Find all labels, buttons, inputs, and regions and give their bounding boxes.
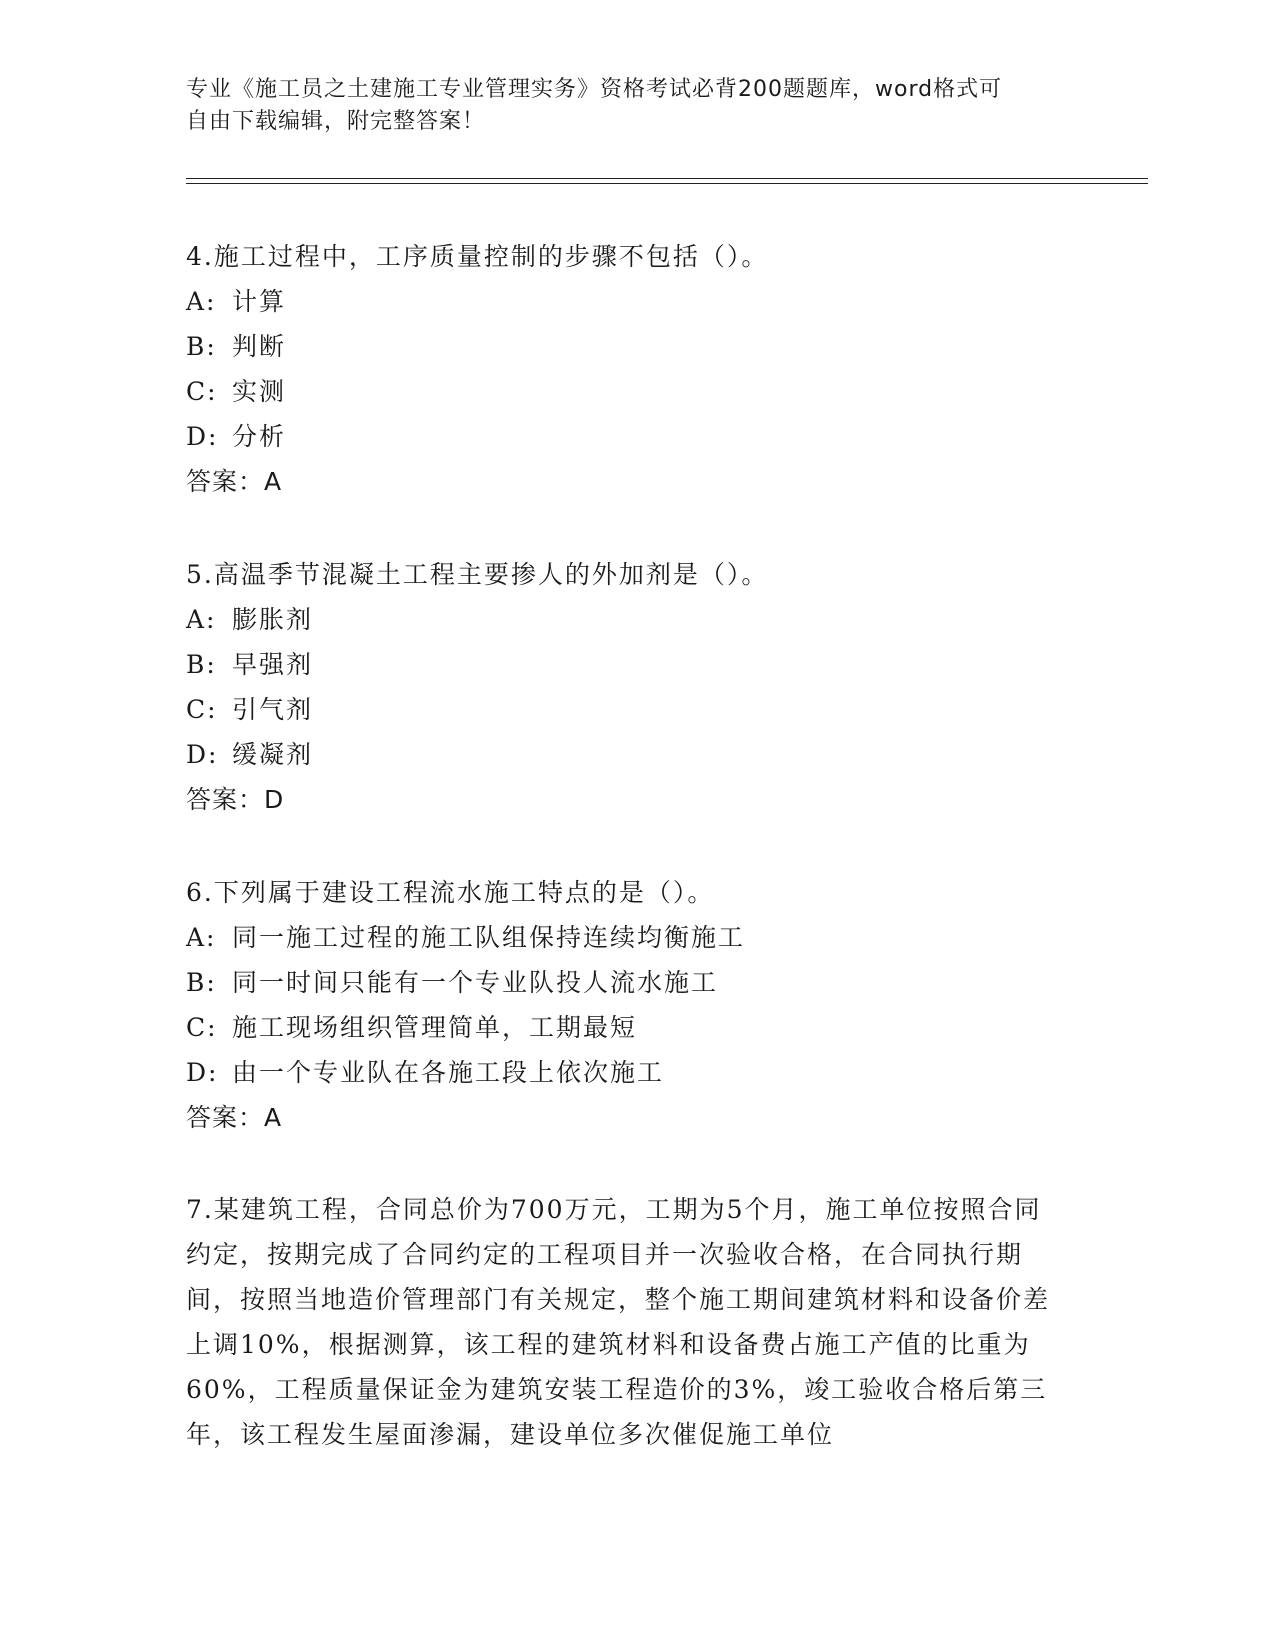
option-b [186,960,1086,1005]
option-c [186,369,1086,414]
option-text: 引气剂 [232,695,314,724]
option-letter: A: [186,287,217,316]
option-d [186,1050,1086,1095]
question-4 [186,234,1086,504]
answer-label: 答案： [186,785,265,814]
option-text: 判断 [232,332,287,361]
option-b [186,642,1086,687]
option-text: 同一时间只能有一个专业队投人流水施工 [232,968,719,997]
question-stem: 7.某建筑工程，合同总价为700万元，工期为5个月，施工单位按照合同约定，按期完成了合同约定的工程项目并一次验收合格，在合同执行期间，按照当地造价管理部门有关规定，整个施工期间建筑材料和设备价差上调10%，根据测算，该工程的建筑材料和设备费占施工产值的比重为60%，工程质量保证金为建筑安装工程造价的3%，竣工验收合格后第三年，该工程发生屋面渗漏，建设单位多次催促施工单位 [186,1195,1051,1449]
option-text: 实测 [232,377,287,406]
option-letter: C: [186,695,218,724]
option-a [186,597,1086,642]
option-c [186,1005,1086,1050]
answer-value: A [264,467,283,496]
option-letter: A: [186,923,217,952]
header-divider-bottom [186,183,1148,184]
question-7 [186,1187,1086,1457]
option-text: 由一个专业队在各施工段上依次施工 [232,1058,665,1087]
option-letter: A: [186,605,217,634]
answer-value: D [264,785,285,814]
option-letter: C: [186,1013,218,1042]
option-letter: B: [186,332,217,361]
header-divider-top [186,178,1148,179]
question-stem: 5.高温季节混凝土工程主要掺人的外加剂是（）。 [186,560,769,589]
option-letter: D: [186,1058,219,1087]
option-text: 计算 [232,287,287,316]
option-a [186,279,1086,324]
answer-label: 答案： [186,1103,265,1132]
option-text: 同一施工过程的施工队组保持连续均衡施工 [232,923,746,952]
answer-line [186,1095,1086,1140]
answer-value: A [264,1103,283,1132]
question-stem: 4.施工过程中，工序质量控制的步骤不包括（）。 [186,242,769,271]
question-stem: 6.下列属于建设工程流水施工特点的是（）。 [186,878,715,907]
option-b [186,324,1086,369]
option-text: 分析 [232,422,287,451]
option-d [186,414,1086,459]
answer-line [186,459,1086,504]
question-6 [186,870,1086,1140]
option-text: 缓凝剂 [232,740,314,769]
document-header [186,74,1066,138]
option-letter: C: [186,377,218,406]
option-text: 早强剂 [232,650,314,679]
answer-label: 答案： [186,467,265,496]
answer-line [186,777,1086,822]
option-letter: B: [186,650,217,679]
option-letter: D: [186,740,219,769]
option-text: 施工现场组织管理简单，工期最短 [232,1013,638,1042]
header-line-2: 自由下载编辑，附完整答案！ [186,109,486,134]
option-text: 膨胀剂 [232,605,314,634]
option-letter: B: [186,968,217,997]
option-d [186,732,1086,777]
question-5 [186,552,1086,822]
option-letter: D: [186,422,219,451]
option-a [186,915,1086,960]
header-line-1: 专业《施工员之土建施工专业管理实务》资格考试必背200题题库，word格式可 [186,77,1003,102]
option-c [186,687,1086,732]
